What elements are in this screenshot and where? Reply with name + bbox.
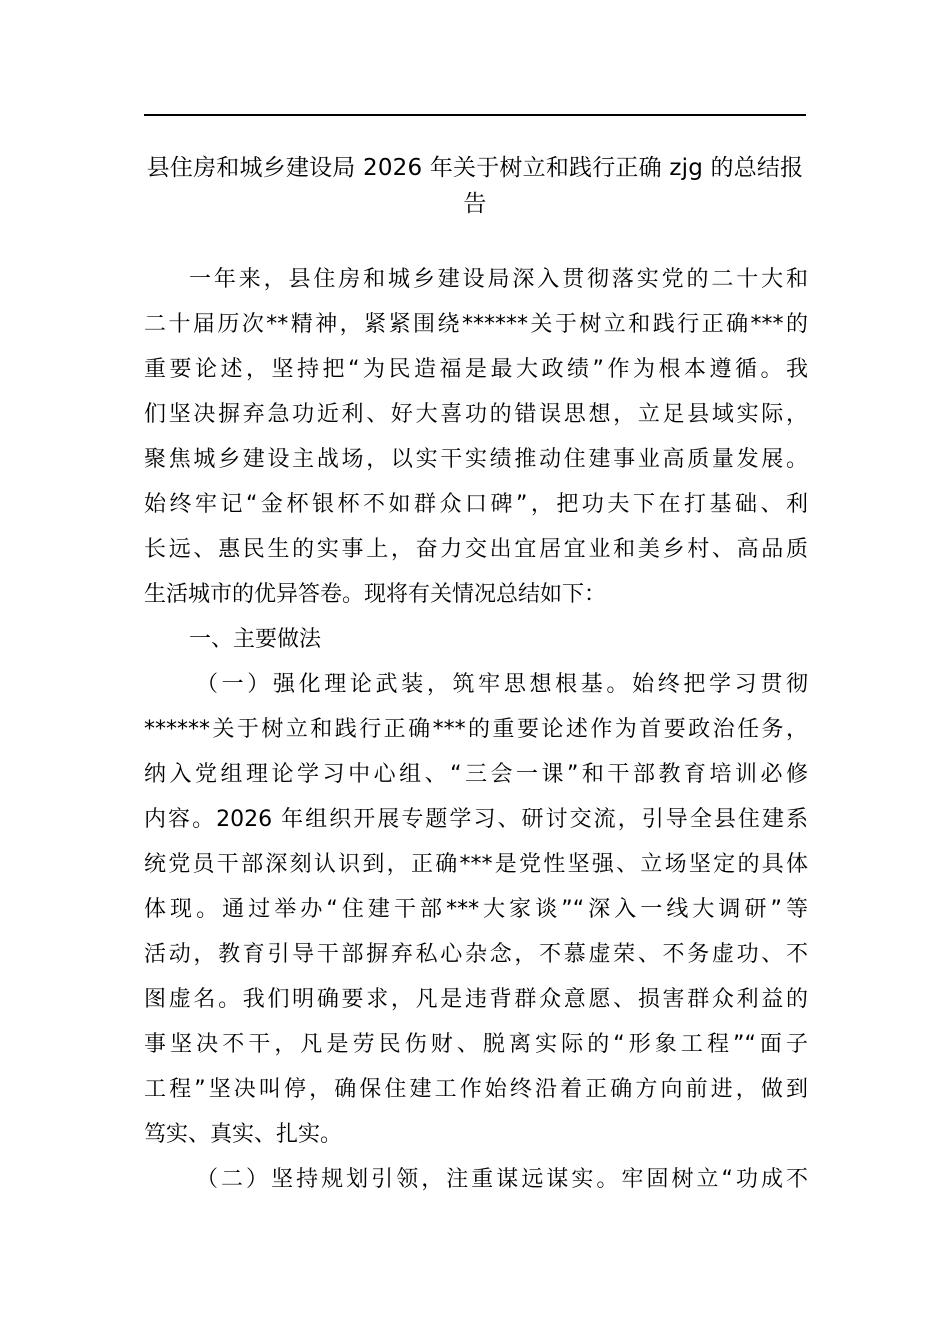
intro-line: 重要论述，坚持把“为民造福是最大政绩”作为根本遵循。我 — [144, 357, 808, 382]
subsection-line: 纳入党组理论学习中心组、“三会一课”和干部教育培训必修 — [144, 762, 808, 787]
subsection-line: 体现。通过举办“住建干部***大家谈”“深入一线大调研”等 — [144, 897, 808, 922]
subsection-line: 事坚决不干，凡是劳民伤财、脱离实际的“形象工程”“面子 — [144, 1032, 808, 1057]
intro-line: 生活城市的优异答卷。现将有关情况总结如下： — [144, 582, 607, 607]
intro-line: 们坚决摒弃急功近利、好大喜功的错误思想，立足县域实际， — [144, 402, 808, 427]
subsection-line: 内容。2026 年组织开展专题学习、研讨交流，引导全县住建系 — [144, 807, 808, 832]
subsection-line: 工程”坚决叫停，确保住建工作始终沿着正确方向前进，做到 — [144, 1077, 808, 1102]
document-body — [144, 257, 808, 1202]
intro-line: 长远、惠民生的实事上，奋力交出宜居宜业和美乡村、高品质 — [144, 537, 808, 562]
intro-line: 始终牢记“金杯银杯不如群众口碑”，把功夫下在打基础、利 — [144, 492, 808, 517]
subsection-line: （二）坚持规划引领，注重谋远谋实。牢固树立“功成不 — [196, 1167, 808, 1192]
header-rule — [144, 114, 806, 116]
intro-line: 聚焦城乡建设主战场，以实干实绩推动住建事业高质量发展。 — [144, 447, 808, 472]
title-line-2: 告 — [463, 191, 487, 217]
intro-line: 一年来，县住房和城乡建设局深入贯彻落实党的二十大和 — [189, 267, 808, 292]
subsection-line: 统党员干部深刻认识到，正确***是党性坚强、立场坚定的具体 — [144, 852, 808, 877]
subsection-line: 笃实、真实、扎实。 — [144, 1122, 343, 1147]
title-line-1: 县住房和城乡建设局 2026 年关于树立和践行正确 zjg 的总结报 — [146, 155, 804, 181]
document-title — [144, 150, 806, 222]
subsection-line: 活动，教育引导干部摒弃私心杂念，不慕虚荣、不务虚功、不 — [144, 942, 808, 967]
subsection-line: ******关于树立和践行正确***的重要论述作为首要政治任务， — [144, 717, 808, 742]
intro-line: 二十届历次**精神，紧紧围绕******关于树立和践行正确***的 — [144, 312, 808, 337]
section-heading: 一、主要做法 — [189, 627, 322, 652]
subsection-line: 图虚名。我们明确要求，凡是违背群众意愿、损害群众利益的 — [144, 987, 808, 1012]
subsection-line: （一）强化理论武装，筑牢思想根基。始终把学习贯彻 — [196, 672, 808, 697]
